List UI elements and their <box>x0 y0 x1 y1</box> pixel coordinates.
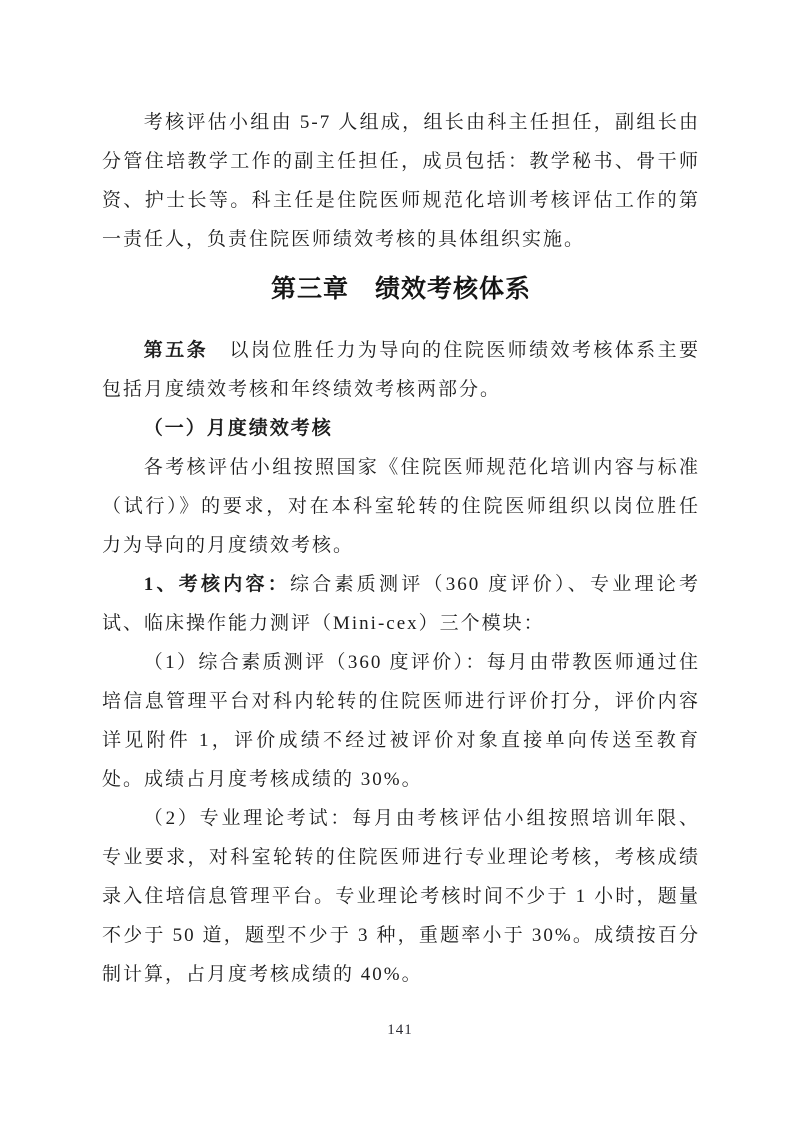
chapter-heading: 第三章 绩效考核体系 <box>270 275 531 303</box>
exam-content-label: 1、考核内容： <box>143 574 291 595</box>
paragraph-monthly-intro: 各考核评估小组按照国家《住院医师规范化培训内容与标准（试行）》的要求，对在本科室轮转的住院医师组织以岗位胜任力为导向的月度绩效考核。 <box>102 457 700 556</box>
paragraph-evaluation-team: 考核评估小组由 5-7 人组成，组长由科主任担任，副组长由分管住培教学工作的副主任担任，成员包括：教学秘书、骨干师资、护士长等。科主任是住院医师规范化培训考核评估工作的第一责任人，负责住院医师绩效考核的具体组织实施。 <box>102 112 700 250</box>
article-5-label: 第五条 <box>143 340 209 361</box>
page-number: 141 <box>387 1022 413 1038</box>
paragraph-exam-content <box>102 565 700 643</box>
paragraph-module1-quality-evaluation: （1）综合素质测评（360 度评价）：每月由带教医师通过住培信息管理平台对科内轮转的住院医师进行评价打分，评价内容详见附件 1，评价成绩不经过被评价对象直接单向传送至教育处。成绩占月度考核成绩的 30%。 <box>102 652 700 790</box>
paragraph-article-5 <box>102 331 700 409</box>
document-body <box>102 103 700 994</box>
subsection-heading-monthly-assessment: （一）月度绩效考核 <box>143 418 333 439</box>
article-5-text: 以岗位胜任力为导向的住院医师绩效考核体系主要包括月度绩效考核和年终绩效考核两部分。 <box>102 340 700 400</box>
exam-content-text: 综合素质测评（360 度评价）、专业理论考试、临床操作能力测评（Mini-cex）三个模块： <box>102 574 700 634</box>
paragraph-module2-theory-exam: （2）专业理论考试：每月由考核评估小组按照培训年限、专业要求，对科室轮转的住院医师进行专业理论考核，考核成绩录入住培信息管理平台。专业理论考核时间不少于 1 小时，题量不少于 50 道，题型不少于 3 种，重题率小于 30%。成绩按百分制计算，占月度考核成绩的 40%。 <box>102 808 700 985</box>
